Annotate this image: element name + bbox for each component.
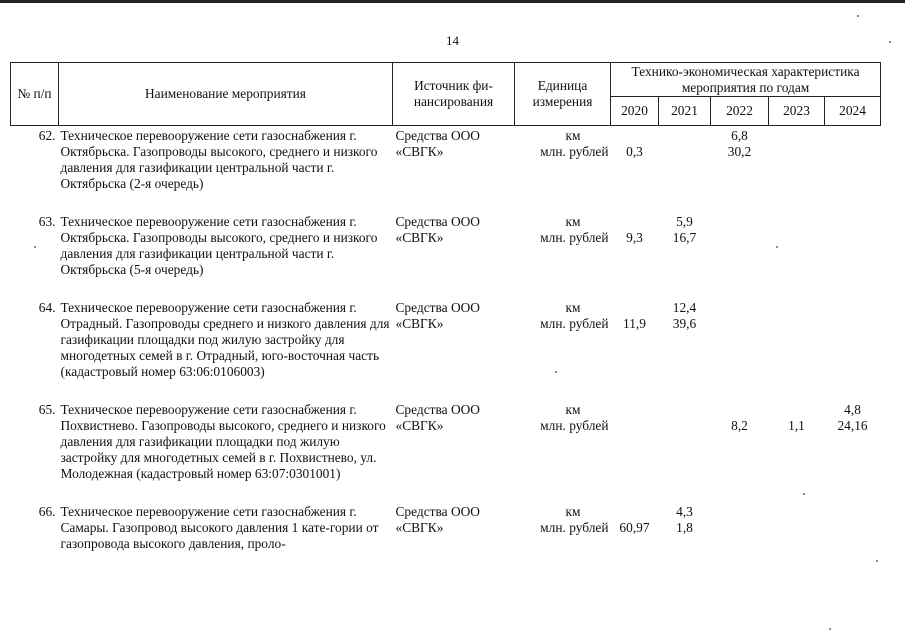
unit-cell xyxy=(515,214,611,300)
header-num: № п/п xyxy=(11,63,59,126)
value-money: 1,8 xyxy=(676,520,693,535)
value-km: 5,9 xyxy=(676,214,693,229)
value-money: 16,7 xyxy=(672,230,697,245)
unit-money: млн. рублей xyxy=(540,316,609,331)
value-km xyxy=(661,128,709,144)
value-km xyxy=(827,300,879,316)
funding-source: Средства ООО «СВГК» xyxy=(395,214,480,245)
value-km xyxy=(713,300,767,316)
unit-km: км xyxy=(565,402,581,417)
year-2024-cell xyxy=(825,214,881,300)
value-km xyxy=(613,504,657,520)
value-money xyxy=(771,316,823,332)
year-2023-cell xyxy=(769,300,825,402)
year-2021-cell xyxy=(659,126,711,215)
scan-speck xyxy=(776,246,778,248)
year-2020-cell xyxy=(611,300,659,402)
value-km xyxy=(771,402,823,418)
unit-km: км xyxy=(565,214,581,229)
unit-km: км xyxy=(565,128,581,143)
unit-money: млн. рублей xyxy=(540,418,609,433)
value-money xyxy=(827,520,879,536)
funding-source: Средства ООО «СВГК» xyxy=(395,128,480,159)
value-money: 1,1 xyxy=(788,418,805,433)
year-2023-cell xyxy=(769,504,825,574)
value-money xyxy=(661,144,709,160)
row-number: 64. xyxy=(38,300,56,315)
value-km: 6,8 xyxy=(731,128,748,143)
value-money xyxy=(713,520,767,536)
funding-source: Средства ООО «СВГК» xyxy=(395,300,480,331)
header-year-2022: 2022 xyxy=(711,97,769,126)
year-2022-cell xyxy=(711,402,769,504)
unit-cell xyxy=(515,402,611,504)
year-2020-cell xyxy=(611,214,659,300)
row-number: 66. xyxy=(38,504,56,519)
value-money: 0,3 xyxy=(626,144,643,159)
value-money xyxy=(771,230,823,246)
value-km xyxy=(661,402,709,418)
year-2020-cell xyxy=(611,504,659,574)
unit-cell xyxy=(515,126,611,215)
row-number: 63. xyxy=(38,214,56,229)
scan-speck xyxy=(555,371,557,373)
year-2022-cell xyxy=(711,504,769,574)
year-2024-cell xyxy=(825,402,881,504)
year-2021-cell xyxy=(659,504,711,574)
value-km: 4,8 xyxy=(844,402,861,417)
value-km xyxy=(827,214,879,230)
year-2020-cell xyxy=(611,402,659,504)
value-km xyxy=(613,214,657,230)
unit-money: млн. рублей xyxy=(540,144,609,159)
value-money xyxy=(713,230,767,246)
value-money: 60,97 xyxy=(619,520,650,535)
value-km xyxy=(771,504,823,520)
year-2021-cell xyxy=(659,214,711,300)
unit-cell xyxy=(515,300,611,402)
header-unit: Единица измерения xyxy=(515,63,611,126)
table-row xyxy=(11,214,881,300)
value-km: 12,4 xyxy=(672,300,697,315)
value-km xyxy=(771,300,823,316)
header-year-2021: 2021 xyxy=(659,97,711,126)
unit-km: км xyxy=(565,300,581,315)
header-source: Источник фи-нансирования xyxy=(393,63,515,126)
year-2022-cell xyxy=(711,214,769,300)
value-money xyxy=(661,418,709,434)
value-km xyxy=(771,214,823,230)
year-2023-cell xyxy=(769,402,825,504)
scan-speck xyxy=(876,560,878,562)
scan-speck xyxy=(857,15,859,17)
row-number: 62. xyxy=(38,128,56,143)
value-money xyxy=(613,418,657,434)
funding-source: Средства ООО «СВГК» xyxy=(395,402,480,433)
value-km xyxy=(827,128,879,144)
value-money xyxy=(827,230,879,246)
year-2022-cell xyxy=(711,300,769,402)
scan-speck xyxy=(34,246,36,248)
row-number: 65. xyxy=(38,402,56,417)
value-km xyxy=(713,402,767,418)
value-money xyxy=(827,144,879,160)
page-number: 14 xyxy=(446,33,459,48)
unit-money: млн. рублей xyxy=(540,230,609,245)
value-km: 4,3 xyxy=(676,504,693,519)
header-year-2024: 2024 xyxy=(825,97,881,126)
header-characteristic: Технико-экономическая характеристика мероприятия по годам xyxy=(611,63,881,97)
value-money: 24,16 xyxy=(837,418,868,433)
measure-name: Техническое перевооружение сети газоснабжения г. Октябрьска. Газопроводы высокого, среднего и низкого давления для газификации центральной части г. Октябрьска (2-я очередь) xyxy=(60,128,378,191)
value-money: 8,2 xyxy=(731,418,748,433)
scan-speck xyxy=(803,493,805,495)
value-km xyxy=(827,504,879,520)
value-money: 9,3 xyxy=(626,230,643,245)
measure-name: Техническое перевооружение сети газоснабжения г. Октябрьска. Газопроводы высокого, среднего и низкого давления для газификации центральной части г. Октябрьска (5-я очередь) xyxy=(60,214,378,277)
value-money: 11,9 xyxy=(623,316,646,331)
value-km xyxy=(613,300,657,316)
header-year-2023: 2023 xyxy=(769,97,825,126)
value-km xyxy=(713,214,767,230)
year-2024-cell xyxy=(825,504,881,574)
year-2023-cell xyxy=(769,126,825,215)
scan-speck xyxy=(829,628,831,630)
scan-speck xyxy=(889,41,891,43)
measure-name: Техническое перевооружение сети газоснабжения г. Похвистнево. Газопроводы высокого, среднего и низкого давления для газификации площадки под жилую застройку для многодетных семей в г. Похвистнево, ул. Молодежная (кадастровый номер 63:07:0301001) xyxy=(60,402,386,481)
value-money: 30,2 xyxy=(727,144,752,159)
funding-source: Средства ООО «СВГК» xyxy=(395,504,480,535)
unit-cell xyxy=(515,504,611,574)
table-row xyxy=(11,402,881,504)
header-name: Наименование мероприятия xyxy=(59,63,393,126)
table-row xyxy=(11,504,881,574)
measure-name: Техническое перевооружение сети газоснабжения г. Самары. Газопровод высокого давления 1 кате-гории от газопровода высокого давления, проло- xyxy=(60,504,379,551)
table-row xyxy=(11,126,881,215)
unit-money: млн. рублей xyxy=(540,520,609,535)
year-2022-cell xyxy=(711,126,769,215)
value-money xyxy=(771,520,823,536)
table-row xyxy=(11,300,881,402)
measures-table xyxy=(10,62,881,574)
value-km xyxy=(771,128,823,144)
value-money xyxy=(827,316,879,332)
value-km xyxy=(613,128,657,144)
value-km xyxy=(613,402,657,418)
value-money: 39,6 xyxy=(672,316,697,331)
year-2024-cell xyxy=(825,300,881,402)
year-2021-cell xyxy=(659,300,711,402)
year-2021-cell xyxy=(659,402,711,504)
year-2020-cell xyxy=(611,126,659,215)
header-year-2020: 2020 xyxy=(611,97,659,126)
value-money xyxy=(713,316,767,332)
year-2023-cell xyxy=(769,214,825,300)
top-border-line xyxy=(0,0,905,3)
unit-km: км xyxy=(565,504,581,519)
value-km xyxy=(713,504,767,520)
year-2024-cell xyxy=(825,126,881,215)
measure-name: Техническое перевооружение сети газоснабжения г. Отрадный. Газопроводы среднего и низкого давления для газификации площадки под жилую застройку для многодетных семей в г. Отрадный, юго-восточная часть (кадастровый номер 63:06:0106003) xyxy=(60,300,390,379)
value-money xyxy=(771,144,823,160)
